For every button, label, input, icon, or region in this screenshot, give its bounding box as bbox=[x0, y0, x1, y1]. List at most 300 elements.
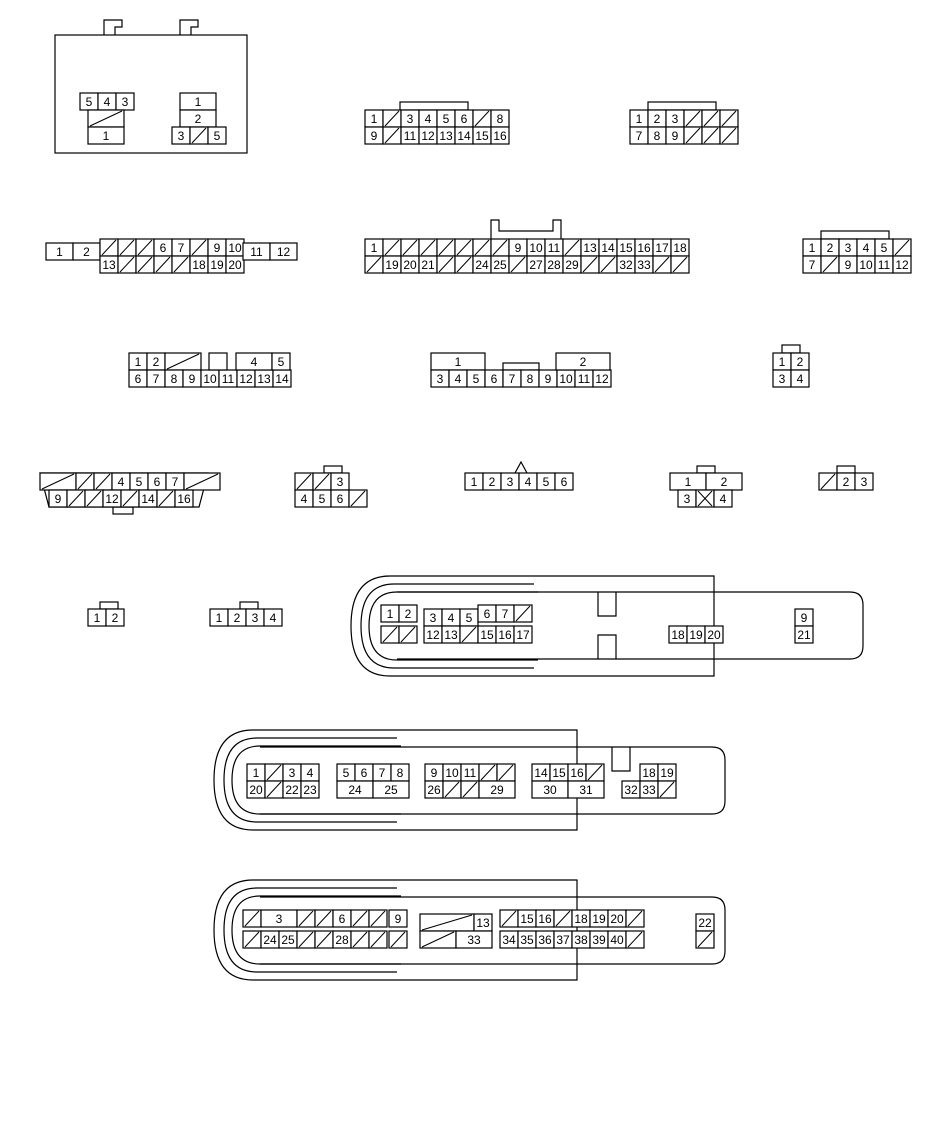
pin-number: 5 bbox=[880, 241, 888, 255]
pin-number: 18 bbox=[642, 766, 656, 780]
pin-cell bbox=[556, 353, 610, 370]
pin-number: 2 bbox=[842, 475, 850, 489]
pin-number: 19 bbox=[660, 766, 674, 780]
pin-cell bbox=[671, 239, 689, 256]
pin-number: 39 bbox=[592, 933, 606, 947]
pin-cell bbox=[313, 473, 331, 490]
pin-cell bbox=[255, 370, 273, 387]
pin-cell bbox=[640, 764, 658, 781]
pin-cell bbox=[437, 256, 455, 273]
pin-number: 12 bbox=[276, 245, 291, 259]
pin-cell bbox=[437, 110, 455, 127]
pin-number: 6 bbox=[460, 112, 468, 126]
pin-cell bbox=[479, 764, 497, 781]
pin-cell bbox=[473, 110, 491, 127]
pin-cell bbox=[237, 370, 255, 387]
pin-cell bbox=[443, 781, 461, 798]
pin-number: 1 bbox=[386, 607, 394, 621]
pin-number: 4 bbox=[524, 475, 532, 489]
pin-cell bbox=[333, 931, 351, 948]
pin-number: 28 bbox=[547, 258, 561, 272]
connector-c12c bbox=[431, 353, 611, 387]
connector-c36 bbox=[365, 239, 689, 273]
pin-number: 3 bbox=[436, 372, 444, 386]
pin-cell bbox=[157, 490, 175, 507]
pin-cell bbox=[112, 473, 130, 490]
pin-number: 6 bbox=[134, 372, 142, 386]
pin-cell bbox=[365, 127, 383, 144]
pin-number: 15 bbox=[475, 129, 489, 143]
pin-number: 24 bbox=[475, 258, 489, 272]
pin-cell bbox=[467, 370, 485, 387]
pin-number: 11 bbox=[547, 241, 561, 255]
pin-cell bbox=[351, 931, 369, 948]
pin-number: 1 bbox=[134, 355, 142, 369]
pin-cell bbox=[103, 490, 121, 507]
pin-cell bbox=[720, 110, 738, 127]
pin-number: 40 bbox=[610, 933, 624, 947]
connector-ecu1 bbox=[381, 605, 813, 643]
pin-cell bbox=[554, 910, 572, 927]
pin-cell bbox=[331, 490, 349, 507]
pin-cell bbox=[166, 473, 184, 490]
pin-cell bbox=[180, 93, 216, 110]
pin-cell bbox=[455, 239, 473, 256]
pin-number: 10 bbox=[559, 372, 573, 386]
pin-cell bbox=[855, 473, 873, 490]
pin-cell bbox=[501, 473, 519, 490]
pin-cell bbox=[373, 781, 409, 798]
pin-cell bbox=[630, 110, 648, 127]
pin-cell bbox=[608, 931, 626, 948]
pin-number: 10 bbox=[445, 766, 459, 780]
pin-number: 1 bbox=[808, 241, 816, 255]
connector-pin-cells bbox=[40, 93, 911, 948]
pin-cell bbox=[129, 370, 147, 387]
pin-cell bbox=[518, 931, 536, 948]
pin-cell bbox=[246, 609, 264, 626]
pin-number: 31 bbox=[579, 783, 593, 797]
pin-number: 18 bbox=[671, 628, 685, 642]
pin-cell bbox=[509, 239, 527, 256]
pin-number: 12 bbox=[595, 372, 609, 386]
pin-cell bbox=[669, 626, 687, 643]
pin-cell bbox=[478, 626, 496, 643]
pin-cell bbox=[705, 626, 723, 643]
pin-cell bbox=[532, 764, 550, 781]
pin-cell bbox=[545, 239, 563, 256]
pin-cell bbox=[85, 490, 103, 507]
pin-cell bbox=[369, 910, 387, 927]
pin-cell bbox=[514, 605, 532, 622]
pin-cell bbox=[88, 609, 106, 626]
pin-cell bbox=[479, 781, 515, 798]
pin-number: 4 bbox=[117, 475, 125, 489]
pin-number: 4 bbox=[103, 95, 111, 109]
pin-cell bbox=[243, 243, 270, 260]
pin-cell bbox=[536, 910, 554, 927]
pin-cell bbox=[228, 609, 246, 626]
pin-cell bbox=[208, 239, 226, 256]
pin-cell bbox=[419, 256, 437, 273]
pin-cell bbox=[295, 490, 313, 507]
pin-number: 33 bbox=[467, 933, 481, 947]
pin-cell bbox=[653, 239, 671, 256]
pin-cell bbox=[116, 93, 134, 110]
pin-cell bbox=[365, 110, 383, 127]
pin-cell bbox=[283, 781, 301, 798]
pin-cell bbox=[247, 764, 265, 781]
pin-number: 3 bbox=[121, 95, 129, 109]
pin-cell bbox=[283, 764, 301, 781]
pin-cell bbox=[581, 239, 599, 256]
pin-cell bbox=[521, 370, 539, 387]
pin-cell bbox=[455, 110, 473, 127]
pin-number: 11 bbox=[877, 258, 891, 272]
pin-number: 14 bbox=[141, 492, 155, 506]
pin-cell bbox=[190, 256, 208, 273]
pin-cell bbox=[539, 370, 557, 387]
pin-number: 5 bbox=[472, 372, 480, 386]
pin-cell bbox=[653, 256, 671, 273]
pin-cell bbox=[337, 764, 355, 781]
pin-cell bbox=[622, 781, 640, 798]
pin-number: 34 bbox=[502, 933, 516, 947]
pin-number: 3 bbox=[251, 611, 259, 625]
pin-number: 28 bbox=[335, 933, 349, 947]
pin-number: 29 bbox=[490, 783, 504, 797]
pin-number: 1 bbox=[684, 475, 692, 489]
pin-cell bbox=[420, 914, 474, 931]
pin-number: 2 bbox=[194, 112, 202, 126]
pin-cell bbox=[381, 626, 399, 643]
pin-cell bbox=[180, 110, 216, 127]
pin-cell bbox=[118, 239, 136, 256]
pin-number: 6 bbox=[560, 475, 568, 489]
pin-number: 1 bbox=[370, 241, 378, 255]
pin-cell bbox=[210, 609, 228, 626]
pin-cell bbox=[821, 239, 839, 256]
pin-cell bbox=[175, 490, 193, 507]
pin-number: 9 bbox=[514, 241, 522, 255]
pin-cell bbox=[803, 256, 821, 273]
connector-c6b bbox=[465, 473, 573, 490]
pin-cell bbox=[88, 110, 124, 127]
connector-c4b bbox=[670, 473, 742, 507]
pin-cell bbox=[658, 781, 676, 798]
pin-number: 2 bbox=[152, 355, 160, 369]
pin-number: 3 bbox=[778, 372, 786, 386]
pin-cell bbox=[383, 127, 401, 144]
pin-cell bbox=[696, 931, 714, 948]
pin-number: 35 bbox=[520, 933, 534, 947]
pin-cell bbox=[88, 127, 124, 144]
pin-number: 26 bbox=[427, 783, 441, 797]
pin-number: 1 bbox=[778, 355, 786, 369]
pin-number: 15 bbox=[480, 628, 494, 642]
pin-number: 14 bbox=[275, 372, 289, 386]
pin-number: 1 bbox=[252, 766, 260, 780]
pin-cell bbox=[648, 110, 666, 127]
pin-number: 14 bbox=[457, 129, 471, 143]
pin-cell bbox=[389, 910, 407, 927]
pin-number: 5 bbox=[442, 112, 450, 126]
pin-number: 8 bbox=[496, 112, 504, 126]
pin-number: 1 bbox=[93, 611, 101, 625]
pin-cell bbox=[154, 256, 172, 273]
pin-cell bbox=[491, 239, 509, 256]
pin-cell bbox=[599, 256, 617, 273]
pin-cell bbox=[315, 931, 333, 948]
pin-number: 20 bbox=[403, 258, 417, 272]
pin-cell bbox=[532, 781, 568, 798]
pin-cell bbox=[514, 626, 532, 643]
pin-number: 11 bbox=[403, 129, 417, 143]
pin-cell bbox=[236, 353, 272, 370]
pin-cell bbox=[572, 910, 590, 927]
pin-number: 1 bbox=[215, 611, 223, 625]
pin-cell bbox=[536, 931, 554, 948]
pin-number: 8 bbox=[170, 372, 178, 386]
pin-cell bbox=[243, 910, 261, 927]
pin-number: 7 bbox=[171, 475, 179, 489]
pin-cell bbox=[301, 764, 319, 781]
pin-cell bbox=[80, 93, 98, 110]
pin-cell bbox=[272, 353, 290, 370]
pin-number: 2 bbox=[488, 475, 496, 489]
pin-number: 23 bbox=[303, 783, 317, 797]
pin-number: 1 bbox=[370, 112, 378, 126]
pin-cell bbox=[617, 256, 635, 273]
pin-number: 4 bbox=[424, 112, 432, 126]
pin-cell bbox=[301, 781, 319, 798]
pin-cell bbox=[383, 239, 401, 256]
pin-cell bbox=[401, 110, 419, 127]
pin-number: 5 bbox=[318, 492, 326, 506]
pin-cell bbox=[425, 764, 443, 781]
pin-cell bbox=[666, 110, 684, 127]
pin-cell bbox=[568, 764, 586, 781]
pin-cell bbox=[491, 256, 509, 273]
pin-number: 22 bbox=[698, 916, 712, 930]
pin-cell bbox=[714, 490, 732, 507]
pin-cell bbox=[208, 256, 226, 273]
pin-number: 7 bbox=[808, 258, 816, 272]
pin-number: 9 bbox=[394, 912, 402, 926]
pin-number: 2 bbox=[826, 241, 834, 255]
connector-c16 bbox=[365, 110, 509, 144]
pin-cell bbox=[857, 239, 875, 256]
pin-cell bbox=[503, 370, 521, 387]
pin-number: 32 bbox=[624, 783, 638, 797]
pin-cell bbox=[389, 931, 407, 948]
pin-cell bbox=[399, 605, 417, 622]
pin-cell bbox=[706, 473, 742, 490]
pin-cell bbox=[803, 239, 821, 256]
pin-number: 36 bbox=[538, 933, 552, 947]
pin-cell bbox=[369, 931, 387, 948]
pin-number: 4 bbox=[306, 766, 314, 780]
pin-number: 1 bbox=[454, 355, 462, 369]
pin-cell bbox=[496, 605, 514, 622]
pin-cell bbox=[136, 239, 154, 256]
pin-cell bbox=[437, 127, 455, 144]
pin-number: 6 bbox=[153, 475, 161, 489]
pin-number: 6 bbox=[159, 241, 167, 255]
pin-number: 12 bbox=[421, 129, 435, 143]
pin-cell bbox=[474, 914, 492, 931]
pin-cell bbox=[857, 256, 875, 273]
pin-cell bbox=[837, 473, 855, 490]
pin-cell bbox=[608, 910, 626, 927]
pin-cell bbox=[666, 127, 684, 144]
pin-number: 3 bbox=[288, 766, 296, 780]
pin-cell bbox=[442, 609, 460, 626]
pin-number: 12 bbox=[895, 258, 909, 272]
pin-cell bbox=[572, 931, 590, 948]
pin-cell bbox=[702, 110, 720, 127]
pin-cell bbox=[485, 370, 503, 387]
pin-cell bbox=[563, 256, 581, 273]
pin-number: 4 bbox=[300, 492, 308, 506]
pin-number: 18 bbox=[673, 241, 687, 255]
pin-number: 24 bbox=[263, 933, 277, 947]
pin-number: 3 bbox=[506, 475, 514, 489]
pin-cell bbox=[554, 931, 572, 948]
pin-cell bbox=[265, 781, 283, 798]
pin-cell bbox=[671, 256, 689, 273]
pin-cell bbox=[209, 353, 227, 370]
pin-number: 20 bbox=[228, 258, 242, 272]
pin-cell bbox=[172, 256, 190, 273]
pin-number: 12 bbox=[426, 628, 440, 642]
pin-cell bbox=[273, 370, 291, 387]
pin-cell bbox=[893, 256, 911, 273]
pin-number: 4 bbox=[719, 492, 727, 506]
pin-cell bbox=[491, 127, 509, 144]
pin-number: 2 bbox=[653, 112, 661, 126]
pin-number: 16 bbox=[637, 241, 651, 255]
pin-cell bbox=[720, 127, 738, 144]
pin-number: 3 bbox=[671, 112, 679, 126]
pin-cell bbox=[172, 239, 190, 256]
connector-c12b bbox=[803, 239, 911, 273]
pin-cell bbox=[147, 353, 165, 370]
pin-cell bbox=[568, 781, 604, 798]
pin-number: 10 bbox=[203, 372, 217, 386]
pin-cell bbox=[550, 764, 568, 781]
pin-cell bbox=[527, 256, 545, 273]
pin-cell bbox=[100, 256, 118, 273]
pin-number: 5 bbox=[465, 611, 473, 625]
pin-number: 2 bbox=[720, 475, 728, 489]
pin-cell bbox=[795, 609, 813, 626]
pin-number: 6 bbox=[336, 492, 344, 506]
pin-number: 4 bbox=[862, 241, 870, 255]
pin-number: 5 bbox=[85, 95, 93, 109]
pin-number: 12 bbox=[239, 372, 253, 386]
pin-cell bbox=[67, 490, 85, 507]
pin-number: 8 bbox=[653, 129, 661, 143]
pin-cell bbox=[791, 353, 809, 370]
pin-cell bbox=[226, 239, 244, 256]
pin-number: 20 bbox=[610, 912, 624, 926]
pin-number: 6 bbox=[360, 766, 368, 780]
pin-number: 3 bbox=[275, 912, 283, 926]
pin-cell bbox=[261, 910, 297, 927]
pin-cell bbox=[456, 931, 492, 948]
pin-cell bbox=[247, 781, 265, 798]
pin-number: 13 bbox=[439, 129, 453, 143]
pin-cell bbox=[100, 239, 118, 256]
connector-c2 bbox=[88, 609, 124, 626]
pin-cell bbox=[147, 370, 165, 387]
pin-number: 10 bbox=[529, 241, 543, 255]
pin-cell bbox=[586, 764, 604, 781]
pin-cell bbox=[431, 353, 485, 370]
pin-cell bbox=[76, 473, 94, 490]
pin-number: 9 bbox=[800, 611, 808, 625]
pin-cell bbox=[106, 609, 124, 626]
pin-number: 7 bbox=[501, 607, 509, 621]
pin-number: 7 bbox=[152, 372, 160, 386]
pin-cell bbox=[219, 370, 237, 387]
pin-cell bbox=[373, 764, 391, 781]
pin-cell bbox=[442, 626, 460, 643]
pin-cell bbox=[261, 931, 279, 948]
pin-cell bbox=[121, 490, 139, 507]
pin-cell bbox=[497, 764, 515, 781]
pin-number: 9 bbox=[54, 492, 62, 506]
pin-number: 9 bbox=[213, 241, 221, 255]
pin-cell bbox=[696, 490, 714, 507]
pin-number: 30 bbox=[543, 783, 557, 797]
pin-number: 4 bbox=[269, 611, 277, 625]
pin-cell bbox=[243, 931, 261, 948]
pin-number: 9 bbox=[370, 129, 378, 143]
pin-number: 11 bbox=[463, 766, 477, 780]
pin-number: 19 bbox=[689, 628, 703, 642]
pin-number: 8 bbox=[396, 766, 404, 780]
pin-number: 3 bbox=[683, 492, 691, 506]
pin-number: 7 bbox=[635, 129, 643, 143]
pin-cell bbox=[687, 626, 705, 643]
pin-cell bbox=[383, 110, 401, 127]
pin-cell bbox=[264, 609, 282, 626]
pin-cell bbox=[349, 490, 367, 507]
pin-cell bbox=[630, 127, 648, 144]
pin-cell bbox=[635, 256, 653, 273]
connector-c20 bbox=[46, 239, 297, 273]
pin-cell bbox=[839, 239, 857, 256]
pin-cell bbox=[465, 473, 483, 490]
pin-cell bbox=[381, 605, 399, 622]
pin-number: 2 bbox=[579, 355, 587, 369]
pin-cell bbox=[136, 256, 154, 273]
pin-cell bbox=[678, 490, 696, 507]
connector-c4a bbox=[773, 353, 809, 387]
pin-number: 5 bbox=[135, 475, 143, 489]
pin-cell bbox=[626, 910, 644, 927]
pin-cell bbox=[518, 910, 536, 927]
pin-cell bbox=[617, 239, 635, 256]
pin-cell bbox=[563, 239, 581, 256]
pin-cell bbox=[295, 473, 313, 490]
pin-number: 24 bbox=[348, 783, 362, 797]
pin-number: 19 bbox=[210, 258, 224, 272]
pin-number: 4 bbox=[796, 372, 804, 386]
pin-number: 13 bbox=[583, 241, 597, 255]
